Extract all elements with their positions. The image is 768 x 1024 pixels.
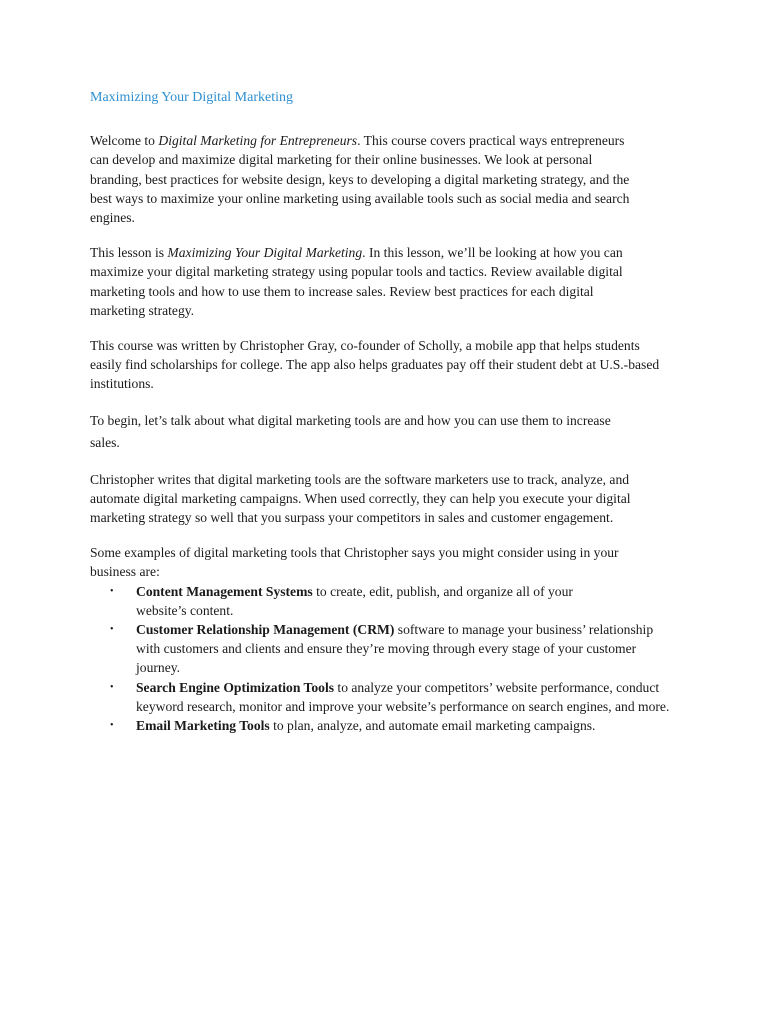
list-item <box>90 678 676 716</box>
bullet-icon: • <box>110 585 114 597</box>
list-item <box>90 620 676 678</box>
begin-paragraph: To begin, let’s talk about what digital marketing tools are and how you can use them to increase sales. <box>90 412 611 450</box>
list-item-term: Search Engine Optimization Tools <box>136 679 335 695</box>
course-name: Digital Marketing for Entrepreneurs <box>158 133 358 149</box>
list-item-term: Customer Relationship Management (CRM) <box>136 622 395 638</box>
author-paragraph: This course was written by Christopher Gray, co-founder of Scholly, a mobile app that helps students easily find scholarships for college. The app also helps graduates pay off their student debt at U.S.-based institutions. <box>90 338 660 392</box>
bullet-icon: • <box>110 624 114 636</box>
bullet-icon: • <box>110 720 114 732</box>
lesson-name: Maximizing Your Digital Marketing <box>167 245 363 261</box>
list-item <box>90 582 591 620</box>
intro-text-start: Welcome to <box>90 133 159 149</box>
intro-paragraph <box>90 131 642 227</box>
list-item-term: Content Management Systems <box>136 583 313 599</box>
tools-list <box>90 582 680 736</box>
list-item-description: to create, edit, publish, and organize all of your website’s content. <box>136 583 573 618</box>
examples-intro-paragraph: Some examples of digital marketing tools that Christopher says you might consider using in your business are: <box>90 545 619 580</box>
bullet-icon: • <box>110 681 114 693</box>
page-title: Maximizing Your Digital Marketing <box>90 90 293 105</box>
list-item-description: software to manage your business’ relationship with customers and clients and ensure they’re moving through every stage of your customer journey. <box>136 622 654 676</box>
lesson-text-start: This lesson is <box>90 245 168 261</box>
intro-text-end: . This course covers practical ways entrepreneurs can develop and maximize digital marketing for their online businesses. We look at personal branding, best practices for website design, keys to developing a digital marketing strategy, and the best ways to maximize your online marketing using available tools such as social media and search engines. <box>90 133 630 226</box>
list-item-term: Email Marketing Tools <box>136 718 270 734</box>
tools-definition-paragraph: Christopher writes that digital marketing tools are the software marketers use to track, analyze, and automate digital marketing campaigns. When used correctly, they can help you execute your digital marketing strategy so well that you surpass your competitors in sales and customer engagement. <box>90 471 631 526</box>
document-page <box>90 88 680 735</box>
lesson-text-end: . In this lesson, we’ll be looking at how you can maximize your digital marketing strategy using popular tools and tactics. Review available digital marketing tools and how to use them to increase sales. Review best practices for each digital marketing strategy. <box>90 245 623 318</box>
list-item <box>90 716 676 735</box>
list-item-description: to plan, analyze, and automate email marketing campaigns. <box>269 718 596 734</box>
list-item-description: to analyze your competitors’ website performance, conduct keyword research, monitor and improve your website’s performance on search engines, and more. <box>136 679 670 714</box>
lesson-paragraph <box>90 243 642 320</box>
